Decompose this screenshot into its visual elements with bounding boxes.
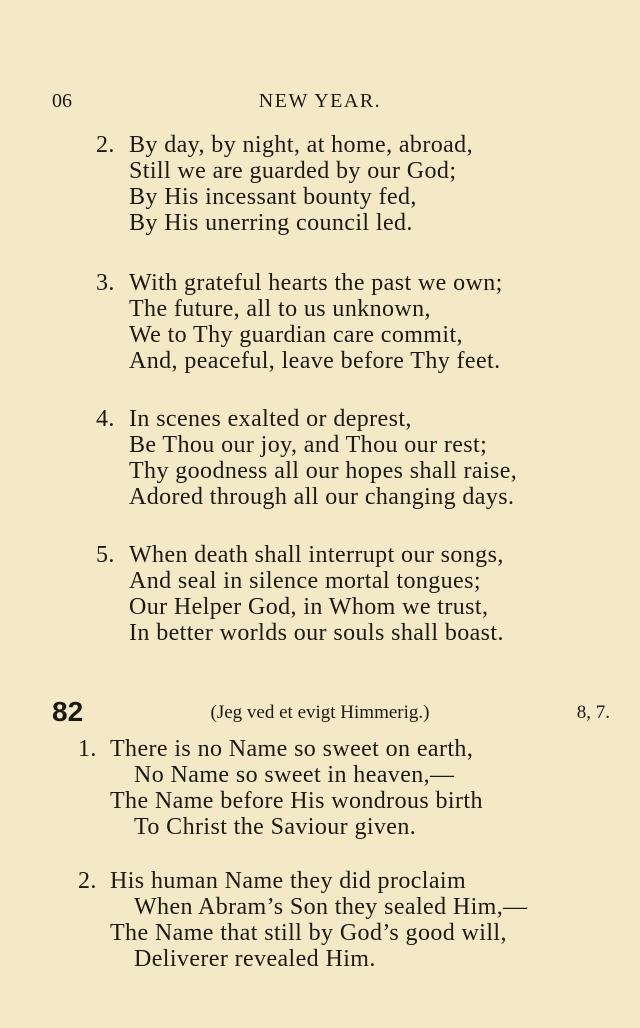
verse-line: By His incessant bounty fed, — [129, 184, 417, 210]
verse-line: By day, by night, at home, abroad, — [129, 132, 473, 158]
hymn-number: 82 — [52, 696, 84, 727]
verse-line: When Abram’s Son they sealed Him,— — [134, 894, 528, 920]
stanza-number: 5. — [96, 542, 115, 568]
verse-line: In better worlds our souls shall boast. — [129, 620, 504, 646]
stanza-number: 4. — [96, 406, 115, 432]
hymn81-stanza-3 — [96, 270, 503, 374]
verse-line: To Christ the Saviour given. — [134, 814, 417, 840]
verse-line: When death shall interrupt our songs, — [129, 542, 504, 568]
verse-line: And, peaceful, leave before Thy feet. — [129, 348, 501, 374]
verse-line: In scenes exalted or deprest, — [129, 406, 412, 432]
stanza-number: 3. — [96, 270, 115, 296]
hymn82-heading — [0, 696, 640, 728]
page-number: 06 — [52, 90, 72, 112]
verse-line: Thy goodness all our hopes shall raise, — [129, 458, 518, 484]
hymn81-stanza-5 — [96, 542, 504, 646]
verse-line: And seal in silence mortal tongues; — [129, 568, 481, 594]
verse-line: The Name that still by God’s good will, — [110, 920, 507, 946]
hymn82-stanza-1 — [78, 736, 483, 840]
verse-line: We to Thy guardian care commit, — [129, 322, 463, 348]
verse-line: Be Thou our joy, and Thou our rest; — [129, 432, 488, 458]
hymn81-stanza-4 — [96, 406, 517, 510]
verse-line: There is no Name so sweet on earth, — [110, 736, 474, 762]
stanza-number: 2. — [78, 868, 97, 894]
verse-line: The Name before His wondrous birth — [110, 788, 483, 814]
verse-line: Our Helper God, in Whom we trust, — [129, 594, 489, 620]
verse-line: His human Name they did proclaim — [110, 868, 467, 894]
verse-line: The future, all to us unknown, — [129, 296, 431, 322]
verse-line: No Name so sweet in heaven,— — [134, 762, 455, 788]
running-title: NEW YEAR. — [258, 90, 382, 112]
hymn-source-title: (Jeg ved et evigt Himmerig.) — [210, 702, 430, 723]
hymn82-stanza-2 — [78, 868, 528, 972]
verse-line: Still we are guarded by our God; — [129, 158, 457, 184]
hymn-meter: 8, 7. — [576, 702, 610, 723]
verse-line: With grateful hearts the past we own; — [129, 270, 503, 296]
stanza-number: 2. — [96, 132, 115, 158]
stanza-number: 1. — [78, 736, 97, 762]
page-header — [0, 90, 640, 120]
verse-line: By His unerring council led. — [129, 210, 413, 236]
hymn81-stanza-2 — [96, 132, 473, 236]
verse-line: Deliverer revealed Him. — [134, 946, 376, 972]
verse-line: Adored through all our changing days. — [129, 484, 515, 510]
